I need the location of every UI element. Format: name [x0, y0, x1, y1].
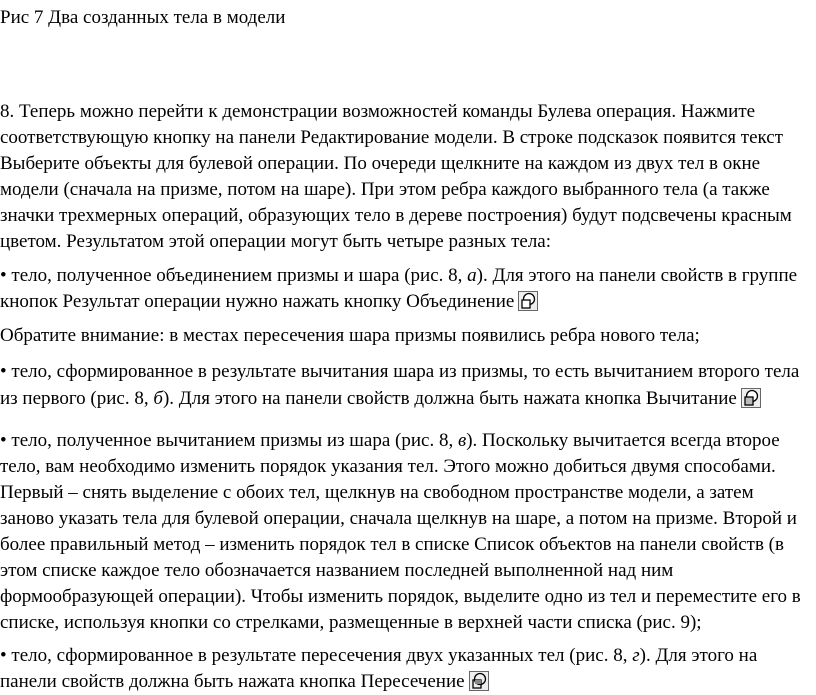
paragraph-line: Первый – снять выделение с обоих тел, щелкнув на свободном пространстве модели, а затем	[0, 482, 754, 503]
text-run: ). Поскольку вычитается всегда второе	[466, 430, 780, 451]
paragraph-line: тело, вам необходимо изменить порядок указания тел. Этого можно добиться двумя способами.	[0, 456, 776, 477]
subtract-icon	[741, 388, 761, 408]
paragraph-line	[0, 288, 538, 315]
paragraph-line	[0, 385, 761, 412]
paragraph-line	[0, 262, 797, 289]
figure-letter: б	[153, 388, 163, 409]
paragraph-line: более правильный метод – изменить порядок тел в списке Список объектов на панели свойств (в	[0, 534, 784, 555]
note-line: Обратите внимание: в местах пересечения шара призмы появились ребра нового тела;	[0, 325, 700, 346]
figure-letter: в	[457, 430, 467, 451]
text-run: ). Для этого на	[639, 645, 758, 666]
text-run: • тело, полученное вычитанием призмы из шара (рис. 8,	[0, 430, 458, 451]
paragraph-line	[0, 668, 489, 695]
paragraph-line: • тело, сформированное в результате вычитания шара из призмы, то есть вычитанием второго тела	[0, 361, 800, 382]
figure-letter: а	[467, 265, 477, 286]
paragraph-line: формообразующей операции). Чтобы изменить порядок, выделите одно из тел и переместите его в	[0, 586, 801, 607]
text-run: • тело, сформированное в результате пересечения двух указанных тел (рис. 8,	[0, 645, 633, 666]
paragraph-line: соответствующую кнопку на панели Редактирование модели. В строке подсказок появится текст	[0, 127, 783, 148]
text-run: • тело, полученное объединением призмы и шара (рис. 8,	[0, 265, 468, 286]
paragraph-line: Выберите объекты для булевой операции. По очереди щелкните на каждом из двух тел в окне	[0, 153, 761, 174]
intersect-icon	[469, 671, 489, 691]
paragraph-line	[0, 427, 780, 454]
figure-caption: Рис 7 Два созданных тела в модели	[0, 7, 286, 28]
paragraph-line: этом списке каждое тело обозначается названием последней выполненной над ним	[0, 560, 674, 581]
text-run: из первого (рис. 8,	[0, 388, 154, 409]
paragraph-line: заново указать тела для булевой операции, сначала щелкнув на шаре, а потом на призме. Второй и	[0, 508, 797, 529]
paragraph-line: 8. Теперь можно перейти к демонстрации возможностей команды Булева операция. Нажмите	[0, 101, 756, 122]
figure-letter: г	[632, 645, 640, 666]
paragraph-line: цветом. Результатом этой операции могут быть четыре разных тела:	[0, 231, 552, 252]
paragraph-line: значки трехмерных операций, образующих тело в дереве построения) будут подсвечены красным	[0, 205, 792, 226]
paragraph-line	[0, 642, 757, 669]
text-run: панели свойств должна быть нажата кнопка Пересечение	[0, 671, 465, 692]
text-run: ). Для этого на панели свойств в группе	[476, 265, 798, 286]
text-run: кнопок Результат операции нужно нажать кнопку Объединение	[0, 291, 515, 312]
union-icon	[518, 291, 538, 311]
paragraph-line: списке, используя кнопки со стрелками, размещенные в верхней части списка (рис. 9);	[0, 612, 702, 633]
text-run: ). Для этого на панели свойств должна быть нажата кнопка Вычитание	[162, 388, 737, 409]
paragraph-line: модели (сначала на призме, потом на шаре). При этом ребра каждого выбранного тела (а также	[0, 179, 770, 200]
